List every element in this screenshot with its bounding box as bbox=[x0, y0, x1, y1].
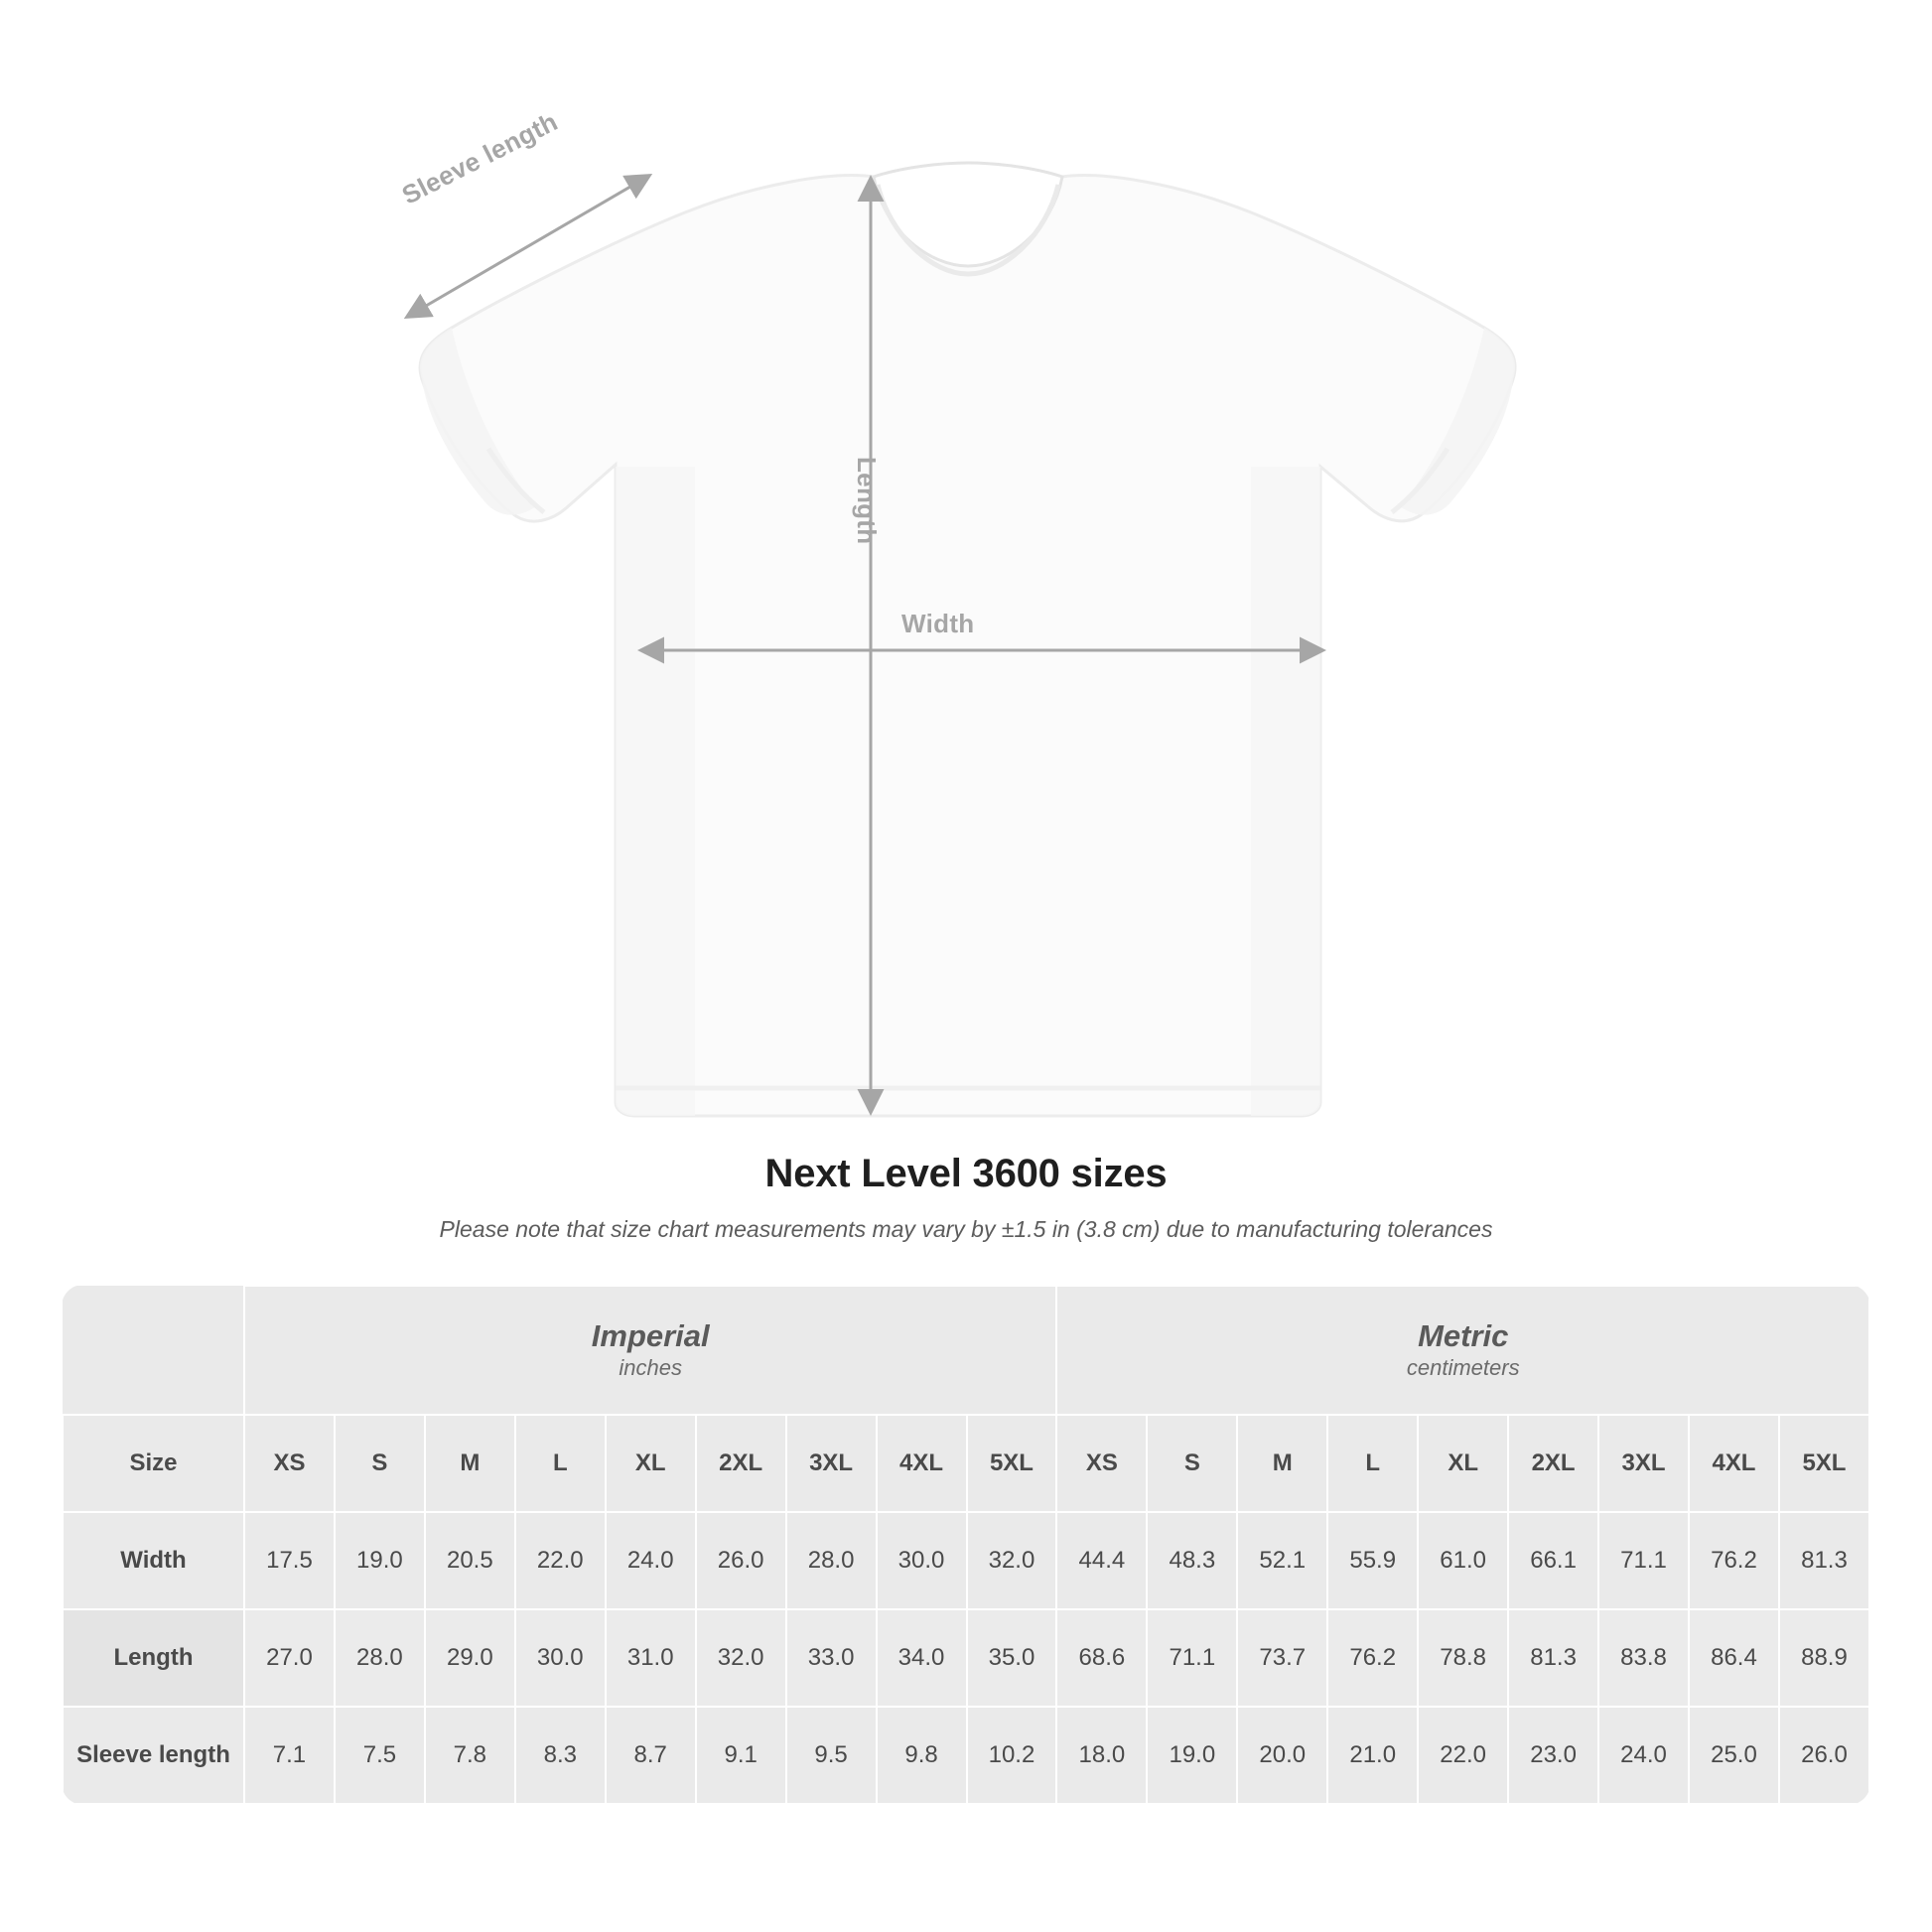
col-header-metric-s: S bbox=[1147, 1415, 1237, 1512]
col-header-metric-xs: XS bbox=[1056, 1415, 1147, 1512]
size-header-row bbox=[63, 1415, 1869, 1512]
cell-length-metric-m: 73.7 bbox=[1237, 1609, 1327, 1707]
cell-sleeve-imperial-4xl: 9.8 bbox=[877, 1707, 967, 1804]
cell-width-metric-xl: 61.0 bbox=[1418, 1512, 1508, 1609]
cell-length-imperial-4xl: 34.0 bbox=[877, 1609, 967, 1707]
cell-width-imperial-3xl: 28.0 bbox=[786, 1512, 877, 1609]
cell-sleeve-imperial-5xl: 10.2 bbox=[967, 1707, 1057, 1804]
cell-width-imperial-2xl: 26.0 bbox=[696, 1512, 786, 1609]
col-header-imperial-5xl: 5XL bbox=[967, 1415, 1057, 1512]
cell-length-metric-4xl: 86.4 bbox=[1689, 1609, 1779, 1707]
cell-width-imperial-l: 22.0 bbox=[515, 1512, 606, 1609]
cell-length-imperial-3xl: 33.0 bbox=[786, 1609, 877, 1707]
cell-length-metric-3xl: 83.8 bbox=[1598, 1609, 1689, 1707]
cell-length-metric-2xl: 81.3 bbox=[1508, 1609, 1598, 1707]
cell-sleeve-metric-xl: 22.0 bbox=[1418, 1707, 1508, 1804]
row-label-width: Width bbox=[63, 1512, 244, 1609]
cell-length-metric-s: 71.1 bbox=[1147, 1609, 1237, 1707]
imperial-label: Imperial bbox=[591, 1317, 710, 1353]
cell-length-metric-xl: 78.8 bbox=[1418, 1609, 1508, 1707]
metric-label: Metric bbox=[1418, 1317, 1509, 1353]
title-block bbox=[0, 1152, 1932, 1243]
metric-group-header bbox=[1056, 1286, 1869, 1415]
cell-width-metric-l: 55.9 bbox=[1327, 1512, 1418, 1609]
cell-length-imperial-xs: 27.0 bbox=[244, 1609, 335, 1707]
row-label-sleeve-length: Sleeve length bbox=[63, 1707, 244, 1804]
cell-width-imperial-s: 19.0 bbox=[335, 1512, 425, 1609]
col-header-imperial-3xl: 3XL bbox=[786, 1415, 877, 1512]
col-header-metric-xl: XL bbox=[1418, 1415, 1508, 1512]
cell-width-imperial-xs: 17.5 bbox=[244, 1512, 335, 1609]
sleeve-length-label: Sleeve length bbox=[397, 106, 563, 210]
col-header-metric-3xl: 3XL bbox=[1598, 1415, 1689, 1512]
corner-cell bbox=[63, 1286, 244, 1415]
tolerance-note: Please note that size chart measurements may vary by ±1.5 in (3.8 cm) due to manufacturing tolerances bbox=[439, 1216, 1493, 1242]
size-header: Size bbox=[63, 1415, 244, 1512]
cell-sleeve-metric-3xl: 24.0 bbox=[1598, 1707, 1689, 1804]
col-header-metric-5xl: 5XL bbox=[1779, 1415, 1869, 1512]
cell-sleeve-imperial-3xl: 9.5 bbox=[786, 1707, 877, 1804]
col-header-metric-4xl: 4XL bbox=[1689, 1415, 1779, 1512]
cell-width-metric-xs: 44.4 bbox=[1056, 1512, 1147, 1609]
cell-length-imperial-5xl: 35.0 bbox=[967, 1609, 1057, 1707]
size-chart-table-wrap bbox=[62, 1285, 1870, 1805]
cell-width-metric-5xl: 81.3 bbox=[1779, 1512, 1869, 1609]
cell-sleeve-metric-5xl: 26.0 bbox=[1779, 1707, 1869, 1804]
row-label-length: Length bbox=[63, 1609, 244, 1707]
metric-unit: centimeters bbox=[1406, 1354, 1520, 1380]
col-header-metric-2xl: 2XL bbox=[1508, 1415, 1598, 1512]
cell-length-imperial-2xl: 32.0 bbox=[696, 1609, 786, 1707]
cell-sleeve-metric-l: 21.0 bbox=[1327, 1707, 1418, 1804]
cell-length-imperial-l: 30.0 bbox=[515, 1609, 606, 1707]
cell-sleeve-metric-4xl: 25.0 bbox=[1689, 1707, 1779, 1804]
cell-sleeve-imperial-2xl: 9.1 bbox=[696, 1707, 786, 1804]
cell-width-metric-3xl: 71.1 bbox=[1598, 1512, 1689, 1609]
cell-width-metric-4xl: 76.2 bbox=[1689, 1512, 1779, 1609]
imperial-group-header bbox=[244, 1286, 1056, 1415]
cell-sleeve-imperial-s: 7.5 bbox=[335, 1707, 425, 1804]
table-row bbox=[63, 1512, 1869, 1609]
cell-sleeve-imperial-xs: 7.1 bbox=[244, 1707, 335, 1804]
length-label: Length bbox=[852, 457, 882, 545]
col-header-imperial-2xl: 2XL bbox=[696, 1415, 786, 1512]
col-header-imperial-l: L bbox=[515, 1415, 606, 1512]
cell-sleeve-metric-s: 19.0 bbox=[1147, 1707, 1237, 1804]
col-header-metric-l: L bbox=[1327, 1415, 1418, 1512]
col-header-imperial-m: M bbox=[425, 1415, 515, 1512]
cell-width-metric-s: 48.3 bbox=[1147, 1512, 1237, 1609]
cell-length-metric-l: 76.2 bbox=[1327, 1609, 1418, 1707]
col-header-metric-m: M bbox=[1237, 1415, 1327, 1512]
cell-length-metric-5xl: 88.9 bbox=[1779, 1609, 1869, 1707]
col-header-imperial-xl: XL bbox=[606, 1415, 696, 1512]
cell-width-imperial-m: 20.5 bbox=[425, 1512, 515, 1609]
cell-sleeve-metric-m: 20.0 bbox=[1237, 1707, 1327, 1804]
col-header-imperial-s: S bbox=[335, 1415, 425, 1512]
size-chart-table bbox=[62, 1285, 1870, 1805]
width-label: Width bbox=[901, 609, 975, 638]
imperial-unit: inches bbox=[619, 1354, 683, 1380]
cell-sleeve-imperial-m: 7.8 bbox=[425, 1707, 515, 1804]
cell-sleeve-imperial-l: 8.3 bbox=[515, 1707, 606, 1804]
cell-width-imperial-5xl: 32.0 bbox=[967, 1512, 1057, 1609]
table-row bbox=[63, 1707, 1869, 1804]
cell-width-imperial-xl: 24.0 bbox=[606, 1512, 696, 1609]
cell-length-imperial-xl: 31.0 bbox=[606, 1609, 696, 1707]
cell-sleeve-metric-2xl: 23.0 bbox=[1508, 1707, 1598, 1804]
col-header-imperial-4xl: 4XL bbox=[877, 1415, 967, 1512]
cell-width-metric-m: 52.1 bbox=[1237, 1512, 1327, 1609]
cell-width-imperial-4xl: 30.0 bbox=[877, 1512, 967, 1609]
cell-length-imperial-s: 28.0 bbox=[335, 1609, 425, 1707]
unit-banner-row bbox=[63, 1286, 1869, 1415]
cell-length-metric-xs: 68.6 bbox=[1056, 1609, 1147, 1707]
page-title: Next Level 3600 sizes bbox=[764, 1152, 1168, 1195]
table-row bbox=[63, 1609, 1869, 1707]
cell-length-imperial-m: 29.0 bbox=[425, 1609, 515, 1707]
cell-sleeve-metric-xs: 18.0 bbox=[1056, 1707, 1147, 1804]
cell-width-metric-2xl: 66.1 bbox=[1508, 1512, 1598, 1609]
cell-sleeve-imperial-xl: 8.7 bbox=[606, 1707, 696, 1804]
shirt-shape bbox=[420, 163, 1515, 1116]
col-header-imperial-xs: XS bbox=[244, 1415, 335, 1512]
